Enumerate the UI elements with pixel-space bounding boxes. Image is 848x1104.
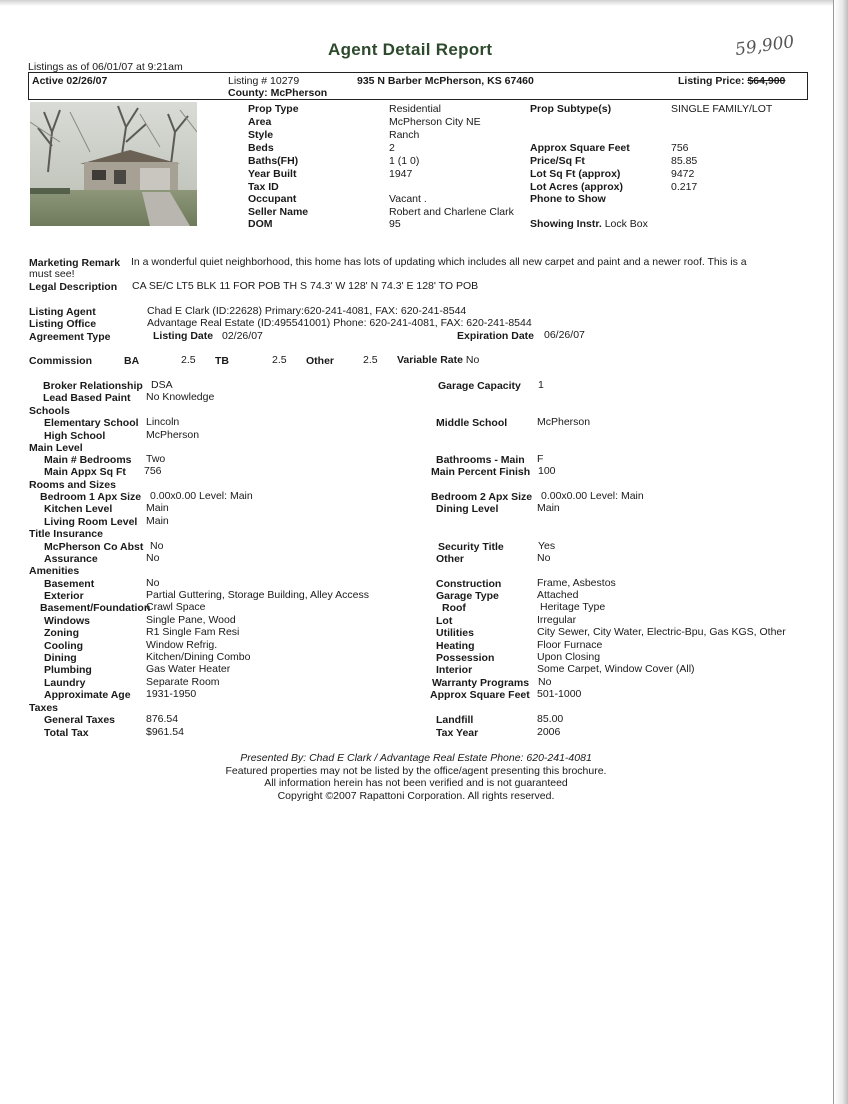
listings-as-of: Listings as of 06/01/07 at 9:21am [28,61,183,73]
prop-label: Prop Type [248,103,299,115]
detail-value: $961.54 [146,726,184,738]
detail-label: Bathrooms - Main [436,454,525,466]
detail-value: No [150,540,164,552]
detail-label: Kitchen Level [44,503,113,515]
prop-label: Approx Square Feet [530,142,630,154]
variable-rate [397,354,479,366]
detail-label: Utilities [436,627,474,639]
prop-value: 2 [389,142,395,154]
detail-label: Broker Relationship [43,380,143,392]
prop-value: 0.217 [671,181,698,193]
detail-label: Bedroom 1 Apx Size [40,491,142,503]
section-heading: Title Insurance [29,528,103,540]
detail-label: Construction [436,578,502,590]
prop-label: Baths(FH) [248,155,299,167]
prop-label: Prop Subtype(s) [530,103,612,115]
detail-label: Roof [442,602,466,614]
detail-value: Gas Water Heater [146,663,231,675]
scan-top-edge [0,0,848,6]
prop-label: Lot Sq Ft (approx) [530,168,621,180]
section-heading: Rooms and Sizes [29,479,116,491]
detail-label: Total Tax [44,727,89,739]
detail-value: Main [146,515,169,527]
detail-value: Frame, Asbestos [537,577,616,589]
prop-value: 9472 [671,168,695,180]
detail-value: No [146,577,160,589]
prop-value: 1947 [389,168,413,180]
detail-label: Plumbing [44,664,92,676]
other-value: 2.5 [363,354,378,366]
detail-value: Window Refrig. [146,639,218,651]
detail-label: Heating [436,640,475,652]
prop-value: 85.85 [671,155,698,167]
prop-label: Style [248,129,274,141]
detail-label: Windows [44,615,90,627]
other-label: Other [306,355,335,367]
detail-value: 2006 [537,726,561,738]
detail-value: 756 [144,465,162,477]
detail-label: Basement/Foundation [40,602,151,614]
house-photo-image [30,102,197,226]
detail-value: McPherson [537,416,591,428]
listing-status: Active 02/26/07 [32,75,108,87]
detail-value: Separate Room [146,676,220,688]
detail-value: No [146,552,160,564]
detail-label: Other [436,553,465,565]
prop-value: 95 [389,218,401,230]
detail-value: Partial Guttering, Storage Building, Alley Access [146,589,369,601]
detail-value: 100 [538,465,556,477]
detail-value: No [538,676,552,688]
listing-price-value: $64,900 [747,75,786,87]
detail-label: Landfill [436,714,474,726]
detail-label: Approx Square Feet [430,689,530,701]
legal-description-value: CA SE/C LT5 BLK 11 FOR POB TH S 74.3' W 128' N 74.3' E 128' TO POB [132,280,479,292]
prop-label: Lot Acres (approx) [530,181,623,193]
prop-value: Residential [389,103,441,115]
detail-label: Lot [436,615,453,627]
detail-label: Interior [436,664,473,676]
detail-label: Middle School [436,417,508,429]
detail-value: 0.00x0.00 Level: Main [150,490,253,502]
prop-label: Beds [248,142,274,154]
detail-label: Living Room Level [44,516,138,528]
detail-value: Main [537,502,560,514]
scan-edge-shadow [834,0,848,1104]
legal-description-label: Legal Description [29,281,118,293]
detail-label: Possession [436,652,495,664]
prop-value: Lock Box [604,218,648,230]
listing-price [678,75,785,87]
prop-value: 1 (1 0) [389,155,420,167]
prop-label: Seller Name [248,206,309,218]
detail-label: Dining Level [436,503,499,515]
detail-value: Crawl Space [146,601,206,613]
property-photo [30,102,197,226]
detail-value: Lincoln [146,416,180,428]
detail-label: Warranty Programs [432,677,530,689]
detail-value: 85.00 [537,713,564,725]
prop-value: Ranch [389,129,420,141]
detail-value: No [537,552,551,564]
detail-value: DSA [151,379,173,391]
listing-agent-label: Listing Agent [29,306,96,318]
detail-value: Single Pane, Wood [146,614,236,626]
detail-value: Attached [537,589,579,601]
detail-label: Cooling [44,640,84,652]
detail-value: Yes [538,540,556,552]
listing-office-value: Advantage Real Estate (ID:495541001) Phone: 620-241-4081, FAX: 620-241-8544 [147,317,532,329]
marketing-remark-label: Marketing Remark [29,257,121,269]
page-title: Agent Detail Report [328,40,493,59]
detail-label: Garage Type [436,590,499,602]
detail-value: 0.00x0.00 Level: Main [541,490,644,502]
detail-label: Exterior [44,590,84,602]
footer-disclaimer: Featured properties may not be listed by the office/agent presenting this brochure. [225,765,607,777]
detail-label: Elementary School [44,417,139,429]
detail-label: Dining [44,652,77,664]
detail-label: McPherson Co Abst [44,541,144,553]
detail-value: Floor Furnace [537,639,603,651]
ba-label: BA [124,355,140,367]
prop-value: SINGLE FAMILY/LOT [671,103,773,115]
detail-label: Laundry [44,677,86,689]
detail-label: Lead Based Paint [43,392,131,404]
listing-price-label: Listing Price: [678,75,745,87]
detail-label: General Taxes [44,714,116,726]
county: County: McPherson [228,87,328,99]
prop-label: DOM [248,218,273,230]
detail-value: City Sewer, City Water, Electric-Bpu, Gas KGS, Other [537,626,786,638]
detail-label: Main # Bedrooms [44,454,132,466]
section-heading: Taxes [29,702,58,714]
showing-instr [530,218,648,230]
tb-label: TB [215,355,229,367]
section-heading: Amenities [29,565,80,577]
tb-value: 2.5 [272,354,287,366]
detail-label: High School [44,430,106,442]
detail-label: Zoning [44,627,79,639]
footer-disclaimer: All information herein has not been verified and is not guaranteed [264,777,568,789]
listing-number: Listing # 10279 [228,75,300,87]
detail-value: Some Carpet, Window Cover (All) [537,663,695,675]
detail-value: Irregular [537,614,577,626]
prop-label: Year Built [248,168,297,180]
section-heading: Main Level [29,442,83,454]
ba-value: 2.5 [181,354,196,366]
prop-label: Phone to Show [530,193,606,205]
footer-copyright: Copyright ©2007 Rapattoni Corporation. All rights reserved. [277,790,555,802]
commission-label: Commission [29,355,93,367]
prop-value: Vacant . [389,193,427,205]
detail-value: R1 Single Fam Resi [146,626,240,638]
detail-value: Two [146,453,166,465]
prop-label: Tax ID [248,181,279,193]
handwritten-price: 59,900 [733,31,796,61]
listing-date-value: 02/26/07 [222,330,263,342]
expiration-date-label: Expiration Date [457,330,535,342]
listing-agent-value: Chad E Clark (ID:22628) Primary:620-241-4081, FAX: 620-241-8544 [147,305,467,317]
marketing-remark-line1: In a wonderful quiet neighborhood, this home has lots of updating which includes all new carpet and paint and a newer roof. This is a [131,256,747,268]
detail-value: Upon Closing [537,651,601,663]
detail-value: No Knowledge [146,391,215,403]
detail-label: Assurance [44,553,98,565]
prop-value: 756 [671,142,689,154]
detail-value: F [537,453,544,465]
expiration-date-value: 06/26/07 [544,329,585,341]
listing-office-label: Listing Office [29,318,97,330]
detail-value: 1 [538,379,544,391]
section-heading: Schools [29,405,70,417]
detail-label: Main Percent Finish [431,466,531,478]
footer-presented-by: Presented By: Chad E Clark / Advantage Real Estate Phone: 620-241-4081 [240,752,592,764]
detail-value: 876.54 [146,713,179,725]
detail-label: Bedroom 2 Apx Size [431,491,533,503]
listing-date-label: Listing Date [153,330,214,342]
prop-value: Robert and Charlene Clark [389,206,514,218]
detail-value: Heritage Type [540,601,606,613]
detail-label: Garage Capacity [438,380,521,392]
prop-label: Occupant [248,193,297,205]
marketing-remark-line2: must see! [29,268,75,280]
prop-value: McPherson City NE [389,116,481,128]
detail-value: McPherson [146,429,200,441]
prop-label: Price/Sq Ft [530,155,585,167]
detail-label: Tax Year [436,727,479,739]
prop-label: Showing Instr. [530,218,602,230]
detail-value: 501-1000 [537,688,582,700]
detail-value: 1931-1950 [146,688,197,700]
agreement-type-label: Agreement Type [29,331,111,343]
detail-label: Security Title [438,541,504,553]
detail-label: Basement [44,578,95,590]
detail-value: Kitchen/Dining Combo [146,651,251,663]
address: 935 N Barber McPherson, KS 67460 [357,75,534,87]
detail-label: Main Appx Sq Ft [44,466,126,478]
prop-label: Area [248,116,272,128]
variable-rate-label: Variable Rate [397,354,463,366]
variable-rate-value: No [465,354,480,366]
detail-label: Approximate Age [44,689,131,701]
detail-value: Main [146,502,169,514]
